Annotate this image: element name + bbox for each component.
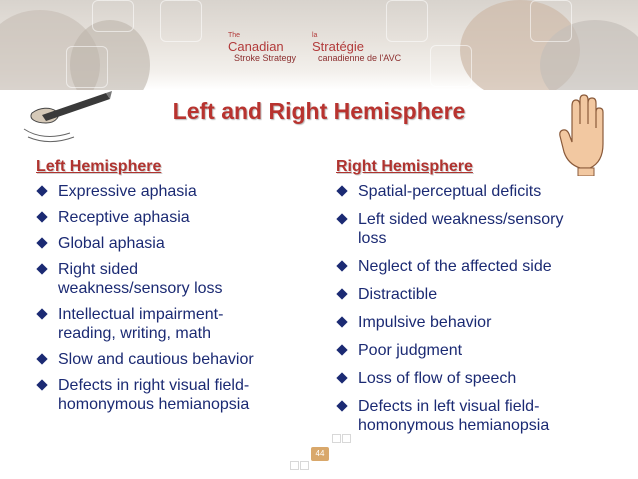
list-item xyxy=(336,369,596,388)
logo-en-sub: Stroke Strategy xyxy=(234,53,297,63)
diamond-bullet-icon xyxy=(36,379,47,390)
list-item xyxy=(36,260,258,298)
list-item xyxy=(336,341,596,360)
list-item-text: Right sided weakness/sensory loss xyxy=(58,261,223,297)
right-column xyxy=(336,158,596,435)
decorative-square xyxy=(430,45,472,87)
diamond-bullet-icon xyxy=(36,211,47,222)
decorative-square xyxy=(290,461,299,470)
diamond-bullet-icon xyxy=(336,213,347,224)
diamond-bullet-icon xyxy=(36,353,47,364)
diamond-bullet-icon xyxy=(36,237,47,248)
decorative-square xyxy=(342,434,351,443)
list-item-text: Receptive aphasia xyxy=(58,209,190,226)
list-item-text: Defects in left visual field-homonymous hemianopsia xyxy=(358,398,550,434)
diamond-bullet-icon xyxy=(36,185,47,196)
list-item xyxy=(336,313,596,332)
diamond-bullet-icon xyxy=(36,308,47,319)
diamond-bullet-icon xyxy=(336,316,347,327)
right-heading: Right Hemisphere xyxy=(336,158,473,175)
decorative-square xyxy=(66,46,108,88)
decorative-square xyxy=(160,0,202,42)
list-item-text: Neglect of the affected side xyxy=(358,258,552,275)
slide-title: Left and Right Hemisphere xyxy=(172,98,466,124)
list-item-text: Left sided weakness/sensory loss xyxy=(358,211,564,247)
list-item-text: Impulsive behavior xyxy=(358,314,492,331)
list-item-text: Intellectual impairment-reading, writing, math xyxy=(58,306,224,342)
diamond-bullet-icon xyxy=(336,185,347,196)
list-item xyxy=(336,257,596,276)
decorative-square xyxy=(332,434,341,443)
list-item-text: Distractible xyxy=(358,286,438,303)
left-list xyxy=(36,182,326,414)
logo-en-big: Canadian xyxy=(228,39,284,54)
list-item-text: Global aphasia xyxy=(58,235,165,252)
page-number: 44 xyxy=(311,447,329,461)
diamond-bullet-icon xyxy=(336,344,347,355)
logo-french xyxy=(312,32,401,63)
list-item xyxy=(36,305,263,343)
list-item-text: Poor judgment xyxy=(358,342,463,359)
logo-fr-sub: canadienne de l'AVC xyxy=(318,53,402,63)
decorative-square xyxy=(300,461,309,470)
list-item xyxy=(336,182,596,201)
logo-en-small: The xyxy=(228,32,241,39)
list-item-text: Loss of flow of speech xyxy=(358,370,517,387)
list-item-text: Spatial-perceptual deficits xyxy=(358,183,542,200)
list-item-text: Slow and cautious behavior xyxy=(58,351,254,368)
diamond-bullet-icon xyxy=(336,288,347,299)
diamond-bullet-icon xyxy=(36,263,47,274)
header-banner xyxy=(0,0,638,90)
decorative-square xyxy=(530,0,572,42)
list-item xyxy=(36,376,283,414)
diamond-bullet-icon xyxy=(336,372,347,383)
list-item xyxy=(36,182,326,201)
list-item xyxy=(336,210,596,248)
logo-fr-big: Stratégie xyxy=(312,39,365,54)
left-column xyxy=(36,158,326,414)
diamond-bullet-icon xyxy=(336,400,347,411)
list-item xyxy=(36,234,326,253)
logo-english xyxy=(228,32,296,63)
list-item xyxy=(36,208,326,227)
list-item-text: Defects in right visual field-homonymous hemianopsia xyxy=(58,377,250,413)
list-item xyxy=(36,350,326,369)
logo-fr-small: la xyxy=(312,32,318,39)
list-item xyxy=(336,397,568,435)
right-list xyxy=(336,182,596,435)
list-item-text: Expressive aphasia xyxy=(58,183,197,200)
list-item xyxy=(336,285,596,304)
diamond-bullet-icon xyxy=(336,260,347,271)
decorative-square xyxy=(92,0,134,32)
left-heading: Left Hemisphere xyxy=(36,158,162,175)
